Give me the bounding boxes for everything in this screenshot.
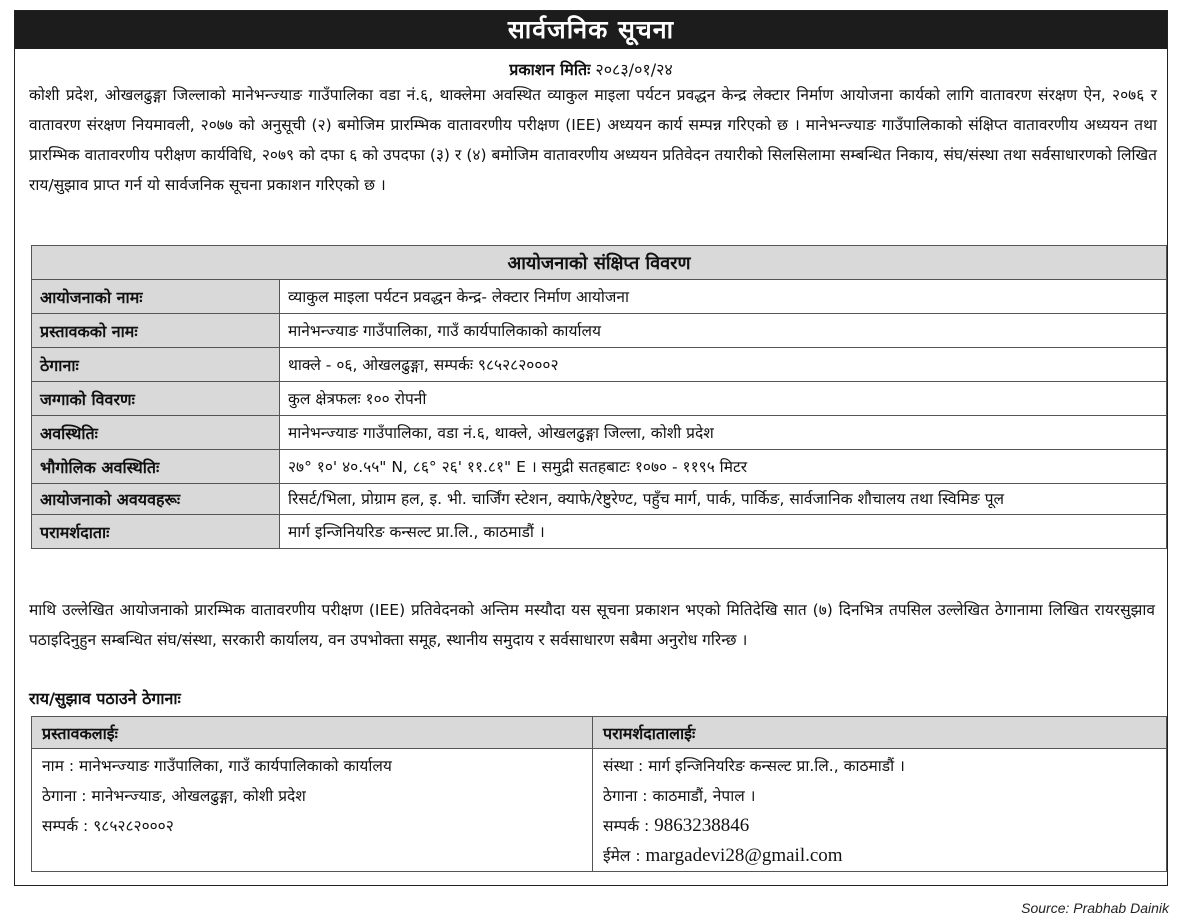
table-row [32,515,1167,549]
table-row [32,382,1167,416]
consultant-heading: परामर्शदातालाईः [593,717,1167,749]
contact-table [31,716,1167,872]
row-value: व्याकुल माइला पर्यटन प्रवद्धन केन्द्र- लेक्टार निर्माण आयोजना [280,280,1167,314]
table-row [32,484,1167,515]
table-row [32,416,1167,450]
row-value: रिसर्ट/भिला, प्रोग्राम हल, इ. भी. चार्जिंग स्टेशन, क्याफे/रेष्टुरेण्ट, पहुँच मार्ग, पार्क, पार्किङ, सार्वजानिक शौचालय तथा स्विमिङ पूल [280,484,1167,515]
row-value: मार्ग इन्जिनियरिङ कन्सल्ट प्रा.लि., काठमाडौं । [280,515,1167,549]
closing-paragraph: माथि उल्लेखित आयोजनाको प्रारम्भिक वातावरणीय परीक्षण (IEE) प्रतिवेदनको अन्तिम मस्यौदा यस सूचना प्रकाशन भएको मितिदेखि सात (७) दिनभित्र तपसिल उल्लेखित ठेगानामा लिखित रायरसुझाव पठाइदिनुहुन सम्बन्धित संघ/संस्था, सरकारी कार्यालय, वन उपभोक्ता समूह, स्थानीय समुदाय र सर्वसाधारण सबैमा अनुरोध गरिन्छ । [29,601,1155,649]
row-value: मानेभन्ज्याङ गाउँपालिका, गाउँ कार्यपालिकाको कार्यालय [280,314,1167,348]
publication-date-label: प्रकाशन मितिः [509,60,591,79]
publication-date [15,58,1167,80]
summary-heading: आयोजनाको संक्षिप्त विवरण [32,246,1167,280]
row-key: प्रस्तावकको नामः [32,314,280,348]
send-address-title: राय/सुझाव पठाउने ठेगानाः [29,689,181,708]
proponent-phone: सम्पर्क : ९८५२८२०००२ [42,817,174,835]
row-key: जग्गाको विवरणः [32,382,280,416]
table-row [32,348,1167,382]
phone-number: 9863238846 [654,815,750,836]
project-summary-table [31,245,1167,549]
consultant-address: ठेगाना : काठमाडौं, नेपाल । [603,787,756,805]
consultant-phone [603,811,1156,841]
table-row [32,314,1167,348]
notice-title: सार्वजनिक सूचना [15,11,1167,49]
row-value: २७° १०' ४०.५५" N, ८६° २६' ११.८१" E । समुद्री सतहबाटः १०७० - ११९५ मिटर [280,450,1167,484]
consultant-email [603,841,1156,871]
row-value: कुल क्षेत्रफलः १०० रोपनी [280,382,1167,416]
phone-label: सम्पर्क : [603,817,650,835]
proponent-address: ठेगाना : मानेभन्ज्याङ, ओखलढुङ्गा, कोशी प्रदेश [42,787,306,805]
proponent-name: नाम : मानेभन्ज्याङ गाउँपालिका, गाउँ कार्यपालिकाको कार्यालय [42,757,392,775]
public-notice [14,10,1168,886]
table-row [32,280,1167,314]
row-key: अवस्थितिः [32,416,280,450]
email-address: margadevi28@gmail.com [645,845,843,866]
summary-heading-row [32,246,1167,280]
publication-date-value: २०८३/०१/२४ [595,60,673,79]
row-key: भौगोलिक अवस्थितिः [32,450,280,484]
source-credit: Source: Prabhab Dainik [1021,900,1169,916]
email-label: ईमेल : [603,847,641,865]
row-key: आयोजनाको अवयवहरूः [32,484,280,515]
proponent-heading: प्रस्तावकलाईः [32,717,593,749]
intro-paragraph: कोशी प्रदेश, ओखलढुङ्गा जिल्लाको मानेभन्ज्याङ गाउँपालिका वडा नं.६, थाक्लेमा अवस्थित व्याकुल माइला पर्यटन प्रवद्धन केन्द्र लेक्टार निर्माण आयोजना कार्यको लागि वातावरण संरक्षण ऐन, २०७६ र वातावरण संरक्षण नियमावली, २०७७ को अनुसूची (२) बमोजिम प्रारम्भिक वातावरणीय परीक्षण (IEE) अध्ययन कार्य सम्पन्न गरिएको छ । मानेभन्ज्याङ गाउँपालिकाको संक्षिप्त वातावरणीय अध्ययन तथा प्रारम्भिक वातावरणीय परीक्षण कार्यविधि, २०७९ को दफा ६ को उपदफा (३) र (४) बमोजिम वातावरणीय अध्ययन प्रतिवेदन तयारीको सिलसिलामा सम्बन्धित निकाय, संघ/संस्था तथा सर्वसाधारणको लिखित राय/सुझाव प्राप्त गर्न यो सार्वजनिक सूचना प्रकाशन गरिएको छ । [29,86,1157,194]
row-key: परामर्शदाताः [32,515,280,549]
table-row [32,450,1167,484]
consultant-details [593,749,1167,872]
row-value: थाक्ले - ०६, ओखलढुङ्गा, सम्पर्कः ९८५२८२०००२ [280,348,1167,382]
consultant-org: संस्था : मार्ग इन्जिनियरिङ कन्सल्ट प्रा.लि., काठमाडौं । [603,757,905,775]
row-key: आयोजनाको नामः [32,280,280,314]
contact-body-row [32,749,1167,872]
row-value: मानेभन्ज्याङ गाउँपालिका, वडा नं.६, थाक्ले, ओखलढुङ्गा जिल्ला, कोशी प्रदेश [280,416,1167,450]
proponent-details [32,749,593,872]
row-key: ठेगानाः [32,348,280,382]
contact-heading-row [32,717,1167,749]
